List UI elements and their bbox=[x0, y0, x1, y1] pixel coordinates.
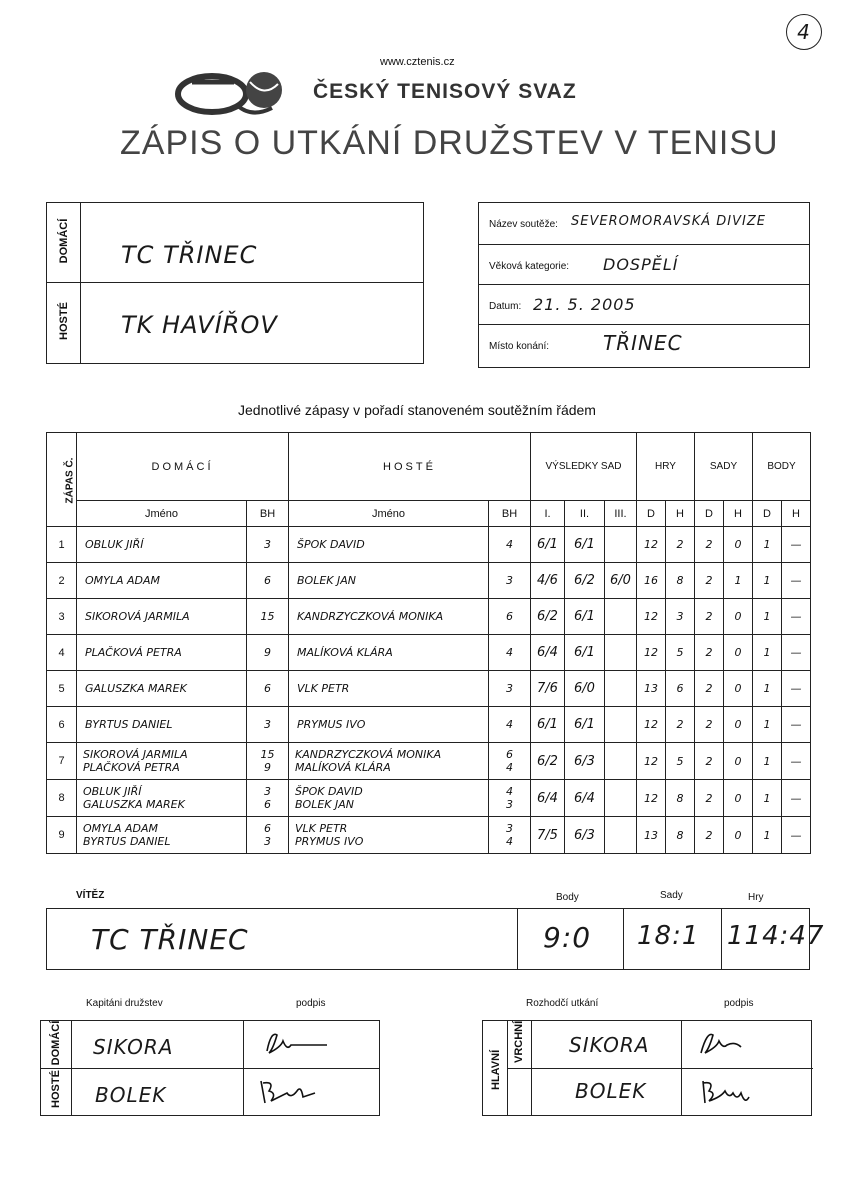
points-h-header: H bbox=[782, 501, 811, 527]
set-score: 7/6 bbox=[531, 671, 565, 707]
total-cell: — bbox=[782, 527, 811, 563]
total-cell: 2 bbox=[666, 527, 695, 563]
total-cell: 3 bbox=[666, 599, 695, 635]
competition-info-box bbox=[478, 202, 810, 368]
doubles-body bbox=[47, 743, 811, 854]
total-cell: — bbox=[782, 707, 811, 743]
home-player-1-bh: 6 bbox=[264, 822, 271, 835]
total-cell: 2 bbox=[695, 780, 724, 817]
set-score: 6/0 bbox=[605, 563, 637, 599]
winner-points: 9:0 bbox=[543, 921, 592, 954]
set-score: 6/2 bbox=[531, 743, 565, 780]
captain-guest-label: HOSTÉ bbox=[50, 1070, 62, 1108]
total-cell: 2 bbox=[695, 671, 724, 707]
referee-main-signature-icon bbox=[697, 1075, 767, 1109]
set-score bbox=[605, 635, 637, 671]
total-cell: 2 bbox=[695, 527, 724, 563]
referee-chief-signature-icon bbox=[695, 1027, 765, 1061]
winner-box bbox=[46, 908, 825, 970]
referees-signature-label: podpis bbox=[724, 998, 754, 1009]
match-number: 2 bbox=[47, 563, 77, 599]
set-score: 6/1 bbox=[565, 527, 605, 563]
guest-player: PRYMUS IVO bbox=[289, 707, 489, 743]
total-cell: 8 bbox=[666, 563, 695, 599]
set-score: 6/0 bbox=[565, 671, 605, 707]
total-cell: 12 bbox=[637, 635, 666, 671]
winner-label: VÍTĚZ bbox=[76, 890, 105, 901]
referee-main-label: HLAVNÍ bbox=[490, 1049, 502, 1090]
sets-header: SADY bbox=[695, 433, 753, 501]
guest-player-2: PRYMUS IVO bbox=[295, 835, 364, 848]
home-bh: 3 bbox=[247, 527, 289, 563]
home-bh: 15 bbox=[247, 599, 289, 635]
home-player-2: BYRTUS DANIEL bbox=[83, 835, 171, 848]
home-team-name: TC TŘINEC bbox=[121, 241, 258, 269]
referee-chief-name: SIKORA bbox=[569, 1033, 650, 1057]
match-number: 1 bbox=[47, 527, 77, 563]
home-player-1-bh: 3 bbox=[264, 785, 271, 798]
guest-bh: 4 bbox=[489, 707, 531, 743]
captain-home-signature-icon bbox=[261, 1027, 331, 1061]
winner-sets-label: Sady bbox=[660, 890, 683, 901]
set2-header: II. bbox=[565, 501, 605, 527]
winner-team: TC TŘINEC bbox=[91, 923, 249, 956]
total-cell: 2 bbox=[695, 707, 724, 743]
total-cell: 5 bbox=[666, 743, 695, 780]
match-row bbox=[47, 671, 811, 707]
age-category-label: Věková kategorie: bbox=[489, 261, 570, 272]
home-player: BYRTUS DANIEL bbox=[77, 707, 247, 743]
teams-box bbox=[46, 202, 424, 364]
total-cell: 12 bbox=[637, 707, 666, 743]
home-pair-bh bbox=[247, 780, 289, 817]
venue-label: Místo konání: bbox=[489, 341, 550, 352]
guest-team-name: TK HAVÍŘOV bbox=[121, 311, 278, 339]
captains-signature-label: podpis bbox=[296, 998, 326, 1009]
total-cell: 12 bbox=[637, 527, 666, 563]
total-cell: — bbox=[782, 599, 811, 635]
captain-guest-signature-icon bbox=[257, 1075, 327, 1109]
games-header: HRY bbox=[637, 433, 695, 501]
total-cell: 1 bbox=[753, 780, 782, 817]
guest-player: ŠPOK DAVID bbox=[289, 527, 489, 563]
match-number: 7 bbox=[47, 743, 77, 780]
total-cell: 13 bbox=[637, 671, 666, 707]
guest-player-1-bh: 6 bbox=[506, 748, 513, 761]
total-cell: 0 bbox=[724, 780, 753, 817]
guest-bh: 6 bbox=[489, 599, 531, 635]
guest-bh: 3 bbox=[489, 671, 531, 707]
referees-box bbox=[482, 1020, 812, 1116]
set-score: 6/1 bbox=[565, 635, 605, 671]
competition-value: SEVEROMORAVSKÁ DIVIZE bbox=[571, 214, 766, 229]
subheader-row bbox=[47, 501, 811, 527]
match-number: 4 bbox=[47, 635, 77, 671]
guest-pair-bh bbox=[489, 743, 531, 780]
points-d-header: D bbox=[753, 501, 782, 527]
total-cell: 12 bbox=[637, 743, 666, 780]
home-player: GALUSZKA MAREK bbox=[77, 671, 247, 707]
guest-pair bbox=[289, 743, 489, 780]
total-cell: 0 bbox=[724, 743, 753, 780]
guest-player-1: KANDRZYCZKOVÁ MONIKA bbox=[295, 748, 442, 761]
set-score bbox=[605, 599, 637, 635]
total-cell: 0 bbox=[724, 635, 753, 671]
competition-row bbox=[479, 203, 809, 245]
home-player-2-bh: 6 bbox=[264, 798, 271, 811]
guest-player-2-bh: 3 bbox=[506, 798, 513, 811]
total-cell: 1 bbox=[753, 635, 782, 671]
home-player: PLAČKOVÁ PETRA bbox=[77, 635, 247, 671]
total-cell: — bbox=[782, 743, 811, 780]
set-score bbox=[605, 817, 637, 854]
home-player: SIKOROVÁ JARMILA bbox=[77, 599, 247, 635]
captains-title: Kapitáni družstev bbox=[86, 998, 163, 1009]
home-player: OBLUK JIŘÍ bbox=[77, 527, 247, 563]
venue-row bbox=[479, 325, 809, 367]
total-cell: 5 bbox=[666, 635, 695, 671]
captain-guest-name: BOLEK bbox=[95, 1083, 167, 1107]
home-player-2-bh: 3 bbox=[264, 835, 271, 848]
total-cell: 13 bbox=[637, 817, 666, 854]
home-name-header: Jméno bbox=[77, 501, 247, 527]
guest-bh-header: BH bbox=[489, 501, 531, 527]
referee-main-name: BOLEK bbox=[575, 1079, 647, 1103]
doubles-match-row bbox=[47, 780, 811, 817]
guest-player: BOLEK JAN bbox=[289, 563, 489, 599]
guest-bh: 4 bbox=[489, 527, 531, 563]
total-cell: 0 bbox=[724, 599, 753, 635]
divider bbox=[517, 909, 518, 969]
divider bbox=[41, 1068, 379, 1069]
match-number: 3 bbox=[47, 599, 77, 635]
guest-name-header: Jméno bbox=[289, 501, 489, 527]
home-pair bbox=[77, 743, 247, 780]
guest-label: HOSTÉ bbox=[58, 302, 70, 340]
set-score: 6/4 bbox=[531, 635, 565, 671]
set-score: 6/1 bbox=[565, 599, 605, 635]
home-player-1: SIKOROVÁ JARMILA bbox=[83, 748, 188, 761]
home-pair-bh bbox=[247, 817, 289, 854]
set-score: 6/4 bbox=[565, 780, 605, 817]
match-row bbox=[47, 527, 811, 563]
total-cell: — bbox=[782, 671, 811, 707]
games-h-header: H bbox=[666, 501, 695, 527]
total-cell: 0 bbox=[724, 707, 753, 743]
match-no-header: ZÁPAS Č. bbox=[47, 433, 77, 527]
matches-table bbox=[46, 432, 811, 854]
set-score bbox=[605, 743, 637, 780]
set-score: 6/1 bbox=[565, 707, 605, 743]
winner-points-label: Body bbox=[556, 892, 579, 903]
competition-label: Název soutěže: bbox=[489, 219, 558, 230]
matches-title: Jednotlivé zápasy v pořadí stanoveném soutěžním řádem bbox=[238, 402, 596, 418]
match-number: 9 bbox=[47, 817, 77, 854]
set-score: 6/3 bbox=[565, 743, 605, 780]
total-cell: 6 bbox=[666, 671, 695, 707]
total-cell: — bbox=[782, 780, 811, 817]
date-label: Datum: bbox=[489, 301, 522, 312]
match-number: 6 bbox=[47, 707, 77, 743]
home-player-1: OBLUK JIŘÍ bbox=[83, 785, 142, 798]
home-player-2-bh: 9 bbox=[264, 761, 271, 774]
page-number: 4 bbox=[786, 14, 822, 50]
set-score: 6/2 bbox=[565, 563, 605, 599]
date-value: 21. 5. 2005 bbox=[533, 295, 636, 314]
header-row bbox=[47, 433, 811, 501]
total-cell: 2 bbox=[695, 599, 724, 635]
set-score: 6/1 bbox=[531, 527, 565, 563]
total-cell: 1 bbox=[753, 563, 782, 599]
total-cell: 12 bbox=[637, 599, 666, 635]
age-category-row bbox=[479, 245, 809, 285]
match-number: 8 bbox=[47, 780, 77, 817]
home-header: DOMÁCÍ bbox=[77, 433, 289, 501]
set1-header: I. bbox=[531, 501, 565, 527]
guest-player-1: VLK PETR bbox=[295, 822, 348, 835]
website-url: www.cztenis.cz bbox=[380, 56, 455, 68]
home-player-1: OMYLA ADAM bbox=[83, 822, 159, 835]
match-number: 5 bbox=[47, 671, 77, 707]
set-score: 7/5 bbox=[531, 817, 565, 854]
home-bh: 6 bbox=[247, 671, 289, 707]
organization-name: ČESKÝ TENISOVÝ SVAZ bbox=[313, 80, 577, 103]
home-bh-header: BH bbox=[247, 501, 289, 527]
set-score bbox=[605, 780, 637, 817]
total-cell: 1 bbox=[753, 707, 782, 743]
set-score bbox=[605, 527, 637, 563]
home-bh: 9 bbox=[247, 635, 289, 671]
total-cell: 8 bbox=[666, 817, 695, 854]
set3-header: III. bbox=[605, 501, 637, 527]
home-player-1-bh: 15 bbox=[260, 748, 275, 761]
total-cell: 1 bbox=[753, 817, 782, 854]
winner-games: 114:47 bbox=[727, 921, 825, 951]
guest-pair-bh bbox=[489, 817, 531, 854]
home-player-2: GALUSZKA MAREK bbox=[83, 798, 185, 811]
total-cell: 1 bbox=[753, 599, 782, 635]
divider bbox=[47, 282, 423, 283]
guest-pair bbox=[289, 817, 489, 854]
match-row bbox=[47, 599, 811, 635]
home-label: DOMÁCÍ bbox=[58, 218, 70, 264]
match-row bbox=[47, 707, 811, 743]
guest-player: VLK PETR bbox=[289, 671, 489, 707]
captain-home-label: DOMÁCÍ bbox=[50, 1020, 62, 1066]
set-score: 4/6 bbox=[531, 563, 565, 599]
set-score bbox=[605, 671, 637, 707]
guest-player: KANDRZYCZKOVÁ MONIKA bbox=[289, 599, 489, 635]
total-cell: — bbox=[782, 635, 811, 671]
guest-player-1: ŠPOK DAVID bbox=[295, 785, 363, 798]
total-cell: 1 bbox=[753, 671, 782, 707]
home-pair bbox=[77, 817, 247, 854]
games-d-header: D bbox=[637, 501, 666, 527]
total-cell: — bbox=[782, 817, 811, 854]
captain-home-name: SIKORA bbox=[93, 1035, 174, 1059]
set-score: 6/4 bbox=[531, 780, 565, 817]
total-cell: 0 bbox=[724, 671, 753, 707]
total-cell: 12 bbox=[637, 780, 666, 817]
guest-pair bbox=[289, 780, 489, 817]
home-pair-bh bbox=[247, 743, 289, 780]
total-cell: 2 bbox=[666, 707, 695, 743]
match-row bbox=[47, 563, 811, 599]
total-cell: 0 bbox=[724, 527, 753, 563]
total-cell: 2 bbox=[695, 563, 724, 599]
cts-logo-icon bbox=[172, 62, 290, 120]
set-score bbox=[605, 707, 637, 743]
guest-player-2: BOLEK JAN bbox=[295, 798, 354, 811]
home-bh: 3 bbox=[247, 707, 289, 743]
home-player-2: PLAČKOVÁ PETRA bbox=[83, 761, 180, 774]
winner-games-label: Hry bbox=[748, 892, 764, 903]
set-results-header: VÝSLEDKY SAD bbox=[531, 433, 637, 501]
home-player: OMYLA ADAM bbox=[77, 563, 247, 599]
guest-bh: 4 bbox=[489, 635, 531, 671]
divider bbox=[721, 909, 722, 969]
guest-player: MALÍKOVÁ KLÁRA bbox=[289, 635, 489, 671]
venue-value: TŘINEC bbox=[603, 331, 683, 355]
referees-title: Rozhodčí utkání bbox=[526, 998, 599, 1009]
singles-body bbox=[47, 527, 811, 743]
set-score: 6/1 bbox=[531, 707, 565, 743]
match-row bbox=[47, 635, 811, 671]
guest-player-1-bh: 3 bbox=[506, 822, 513, 835]
set-score: 6/2 bbox=[531, 599, 565, 635]
points-header: BODY bbox=[753, 433, 811, 501]
total-cell: 16 bbox=[637, 563, 666, 599]
set-score: 6/3 bbox=[565, 817, 605, 854]
guest-pair-bh bbox=[489, 780, 531, 817]
home-bh: 6 bbox=[247, 563, 289, 599]
captains-box bbox=[40, 1020, 380, 1116]
age-category-value: DOSPĚLÍ bbox=[603, 255, 679, 274]
page-title: ZÁPIS O UTKÁNÍ DRUŽSTEV V TENISU bbox=[120, 124, 779, 162]
sets-h-header: H bbox=[724, 501, 753, 527]
total-cell: 2 bbox=[695, 817, 724, 854]
winner-sets: 18:1 bbox=[637, 921, 700, 951]
total-cell: — bbox=[782, 563, 811, 599]
guest-player-2-bh: 4 bbox=[506, 835, 513, 848]
date-row bbox=[479, 285, 809, 325]
doubles-match-row bbox=[47, 817, 811, 854]
guest-player-2-bh: 4 bbox=[506, 761, 513, 774]
guest-player-2: MALÍKOVÁ KLÁRA bbox=[295, 761, 391, 774]
total-cell: 2 bbox=[695, 635, 724, 671]
total-cell: 1 bbox=[724, 563, 753, 599]
referee-chief-label: VRCHNÍ bbox=[513, 1020, 525, 1063]
divider bbox=[623, 909, 624, 969]
total-cell: 1 bbox=[753, 743, 782, 780]
home-pair bbox=[77, 780, 247, 817]
guest-player-1-bh: 4 bbox=[506, 785, 513, 798]
total-cell: 2 bbox=[695, 743, 724, 780]
guest-bh: 3 bbox=[489, 563, 531, 599]
guest-header: HOSTÉ bbox=[289, 433, 531, 501]
total-cell: 8 bbox=[666, 780, 695, 817]
sets-d-header: D bbox=[695, 501, 724, 527]
divider bbox=[507, 1068, 813, 1069]
doubles-match-row bbox=[47, 743, 811, 780]
total-cell: 1 bbox=[753, 527, 782, 563]
total-cell: 0 bbox=[724, 817, 753, 854]
